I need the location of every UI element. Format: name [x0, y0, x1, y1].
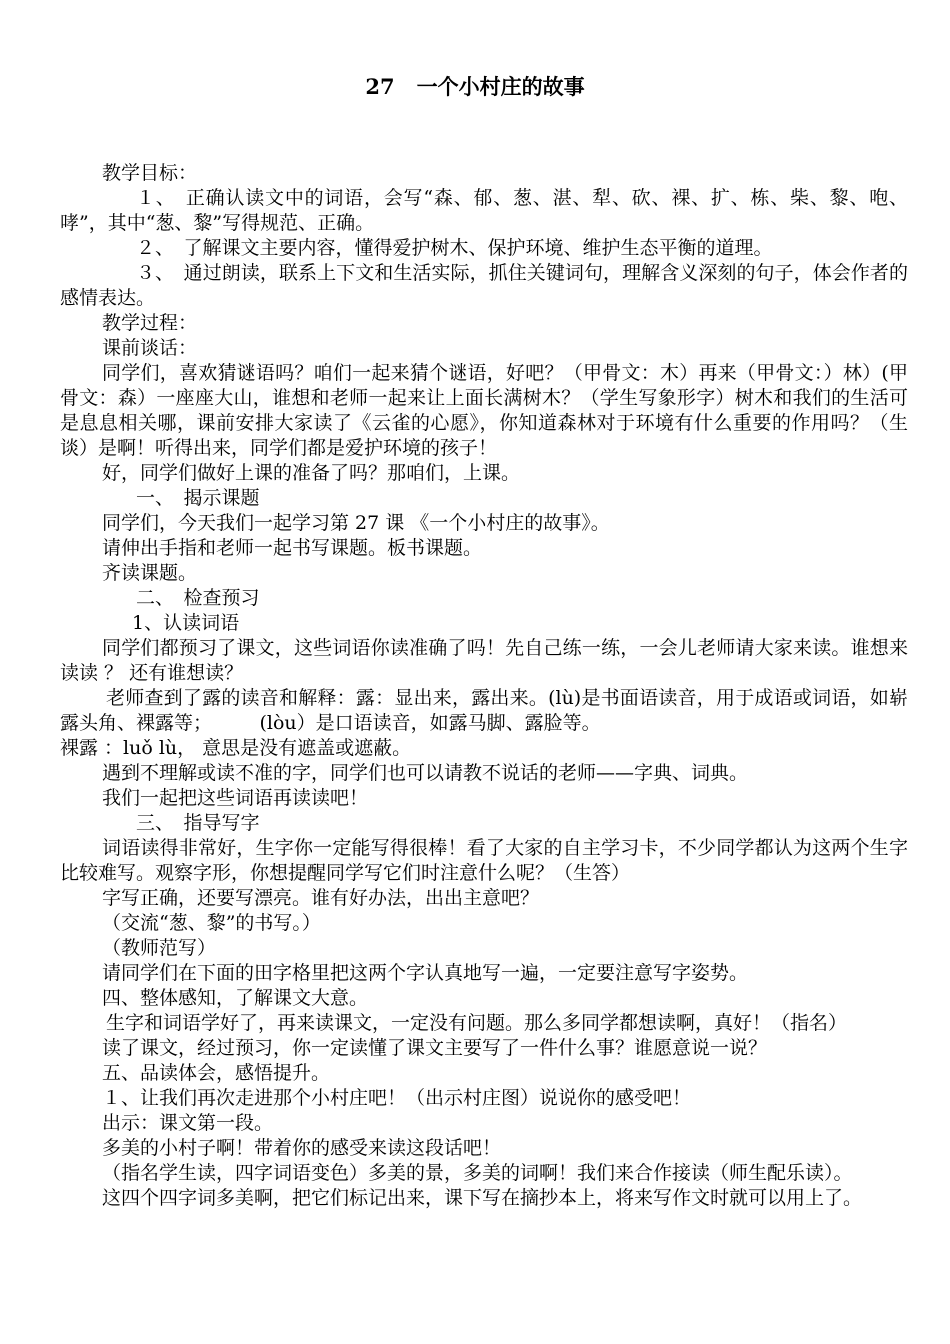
paragraph: 出示：课文第一段。: [102, 1112, 274, 1134]
paragraph: 请伸出手指和老师一起书写课题。板书课题。: [102, 537, 483, 559]
paragraph: １、让我们再次走进那个小村庄吧！（出示村庄图）说说你的感受吧！: [102, 1087, 692, 1109]
paragraph: 教学目标：: [102, 162, 198, 184]
paragraph: 生字和词语学好了，再来读课文，一定没有问题。那么多同学都想读啊，真好！（指名）: [106, 1012, 848, 1034]
paragraph: 同学们，今天我们一起学习第 27 课 《一个小村庄的故事》。: [102, 512, 610, 534]
paragraph: 裸露 ：luǒ lù， 意思是没有遮盖或遮蔽。: [60, 737, 412, 759]
document-body: [60, 161, 908, 1211]
paragraph: （交流“葱、黎”的书写。）: [102, 912, 321, 934]
lesson-title: 一个小村庄的故事: [416, 74, 585, 99]
paragraph: 老师查到了露的读音和解释：露：显出来，露出来。(lù)是书面语读音，用于成语或词语，如崭露头角、裸露等； (lòu）是口语读音，如露马脚、露脸等。: [60, 687, 908, 734]
paragraph: ３、 通过朗读，联系上下文和生活实际，抓住关键词句，理解含义深刻的句子，体会作者的感情表达。: [60, 262, 908, 309]
paragraph: 遇到不理解或读不准的字，同学们也可以请教不说话的老师——字典、词典。: [102, 762, 749, 784]
paragraph: 同学们都预习了课文，这些词语你读准确了吗！先自己练一练，一会儿老师请大家来读。谁想来读读 ？ 还有谁想读？: [60, 637, 908, 684]
page-title: [0, 74, 950, 99]
paragraph: 齐读课题。: [102, 562, 198, 584]
paragraph: 这四个四字词多美啊，把它们标记出来，课下写在摘抄本上，将来写作文时就可以用上了。: [102, 1187, 863, 1209]
paragraph: 一、 揭示课题: [136, 487, 260, 509]
paragraph: 同学们，喜欢猜谜语吗？咱们一起来猜个谜语，好吧？（甲骨文：木）再来（甲骨文：）林）(甲骨文：森）一座座大山，谁想和老师一起来让上面长满树木？（学生写象形字）树木和我们的生活可是息息相关哪，课前安排大家读了《云雀的心愿》，你知道森林对于环境有什么重要的作用吗？（生谈）是啊！听得出来，同学们都是爱护环境的孩子！: [60, 362, 908, 459]
paragraph: １、 正确认读文中的词语，会写“森、郁、葱、湛、犁、砍、裸、扩、栋、柴、黎、咆、哮”，其中“葱、黎”写得规范、正确。: [60, 187, 908, 234]
paragraph: 请同学们在下面的田字格里把这两个字认真地写一遍，一定要注意写字姿势。: [102, 962, 749, 984]
paragraph: （教师范写）: [102, 937, 217, 959]
paragraph: 多美的小村子啊！带着你的感受来读这段话吧！: [102, 1137, 502, 1159]
paragraph: 词语读得非常好，生字你一定能写得很棒！看了大家的自主学习卡，不少同学都认为这两个生字比较难写。观察字形，你想提醒同学写它们时注意什么呢？（生答）: [60, 837, 908, 884]
paragraph: 读了课文，经过预习，你一定读懂了课文主要写了一件什么事？谁愿意说一说？: [102, 1037, 768, 1059]
paragraph: 我们一起把这些词语再读读吧！: [102, 787, 369, 809]
paragraph: 课前谈话：: [102, 337, 198, 359]
paragraph: ２、 了解课文主要内容，懂得爱护树木、保护环境、维护生态平衡的道理。: [136, 237, 773, 259]
paragraph: 二、 检查预习: [136, 587, 260, 609]
paragraph: 五、品读体会，感悟提升。: [102, 1062, 331, 1084]
paragraph: 四、整体感知，了解课文大意。: [102, 987, 369, 1009]
paragraph: 教学过程：: [102, 312, 198, 334]
lesson-number: 27: [365, 74, 395, 99]
paragraph: （指名学生读，四字词语变色）多美的景，多美的词啊！我们来合作接读（师生配乐读）。: [102, 1162, 853, 1184]
paragraph: 好，同学们做好上课的准备了吗？那咱们，上课。: [102, 462, 521, 484]
paragraph: 三、 指导写字: [136, 812, 260, 834]
paragraph: 字写正确，还要写漂亮。谁有好办法，出出主意吧？: [102, 887, 540, 909]
paragraph: 1、认读词语: [132, 612, 240, 634]
